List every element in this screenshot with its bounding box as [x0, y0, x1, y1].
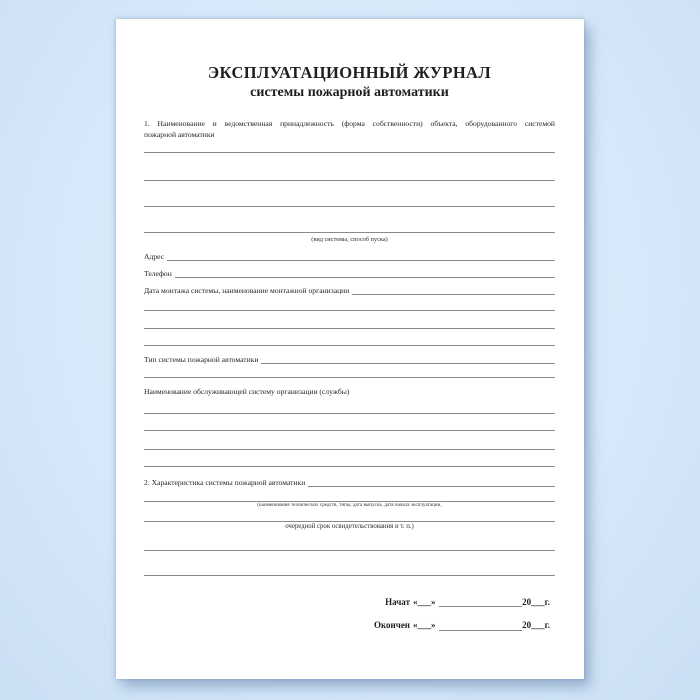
- document-title: ЭКСПЛУАТАЦИОННЫЙ ЖУРНАЛ: [207, 63, 492, 82]
- write-in-line: [144, 521, 555, 522]
- started-day-blank: «___»: [413, 596, 436, 607]
- write-in-line: [144, 550, 555, 551]
- phone-row: [144, 268, 555, 279]
- write-in-line: [261, 363, 555, 364]
- address-label: Адрес: [144, 251, 165, 261]
- phone-label: Телефон: [144, 268, 172, 278]
- write-in-line: [144, 206, 555, 207]
- finished-date-row: [366, 620, 550, 632]
- finished-year-blank: 20___г.: [522, 620, 550, 631]
- started-label: Начат: [385, 596, 410, 607]
- write-in-line: [144, 180, 555, 181]
- write-in-line: [144, 449, 555, 450]
- installation-label: Дата монтажа системы, наименование монтажной организации: [144, 285, 350, 295]
- write-in-line: [144, 413, 555, 414]
- write-in-line: [144, 466, 555, 467]
- system-type-label: Тип системы пожарной автоматики: [144, 354, 259, 364]
- finished-label: Окончен: [373, 620, 410, 631]
- write-in-line: [144, 575, 555, 576]
- started-year-blank: 20___г.: [522, 596, 550, 607]
- write-in-line: [175, 277, 555, 278]
- started-date-row: [366, 597, 550, 609]
- installation-row: [144, 285, 555, 296]
- write-in-line: [308, 486, 555, 487]
- write-in-line: [144, 232, 555, 233]
- section2-label: 2. Характеристика системы пожарной автоматики: [144, 477, 306, 487]
- write-in-line: [352, 294, 555, 295]
- caption-characteristics-line1: (наименование технических средств, типы, дата выпуска, дата начала эксплуатации,: [257, 502, 442, 508]
- document-subtitle: системы пожарной автоматики: [250, 84, 449, 100]
- write-in-line: [439, 630, 523, 631]
- address-row: [144, 251, 555, 262]
- system-type-row: [144, 354, 555, 365]
- section1-text-line1: 1. Наименование и ведомственная принадлежность (форма собственности) объекта, оборудованного системой: [144, 119, 555, 129]
- write-in-line: [144, 377, 555, 378]
- finished-day-blank: «___»: [413, 620, 436, 631]
- section2-row: [144, 477, 555, 488]
- page-content: [144, 19, 555, 632]
- write-in-line: [167, 260, 555, 261]
- section1-text-line2: пожарной автоматики: [144, 130, 215, 140]
- write-in-line: [439, 606, 523, 607]
- write-in-line: [144, 345, 555, 346]
- caption-characteristics-line2: очередной срок освидетельствования и т. п.): [285, 523, 414, 531]
- caption-system-type: (вид системы, способ пуска): [311, 236, 388, 244]
- write-in-line: [144, 328, 555, 329]
- service-org-label: Наименование обслуживающей систему организации (службы): [144, 386, 350, 396]
- write-in-line: [144, 310, 555, 311]
- write-in-line: [144, 152, 555, 153]
- write-in-line: [144, 501, 555, 502]
- write-in-line: [144, 430, 555, 431]
- document-page: [116, 19, 584, 679]
